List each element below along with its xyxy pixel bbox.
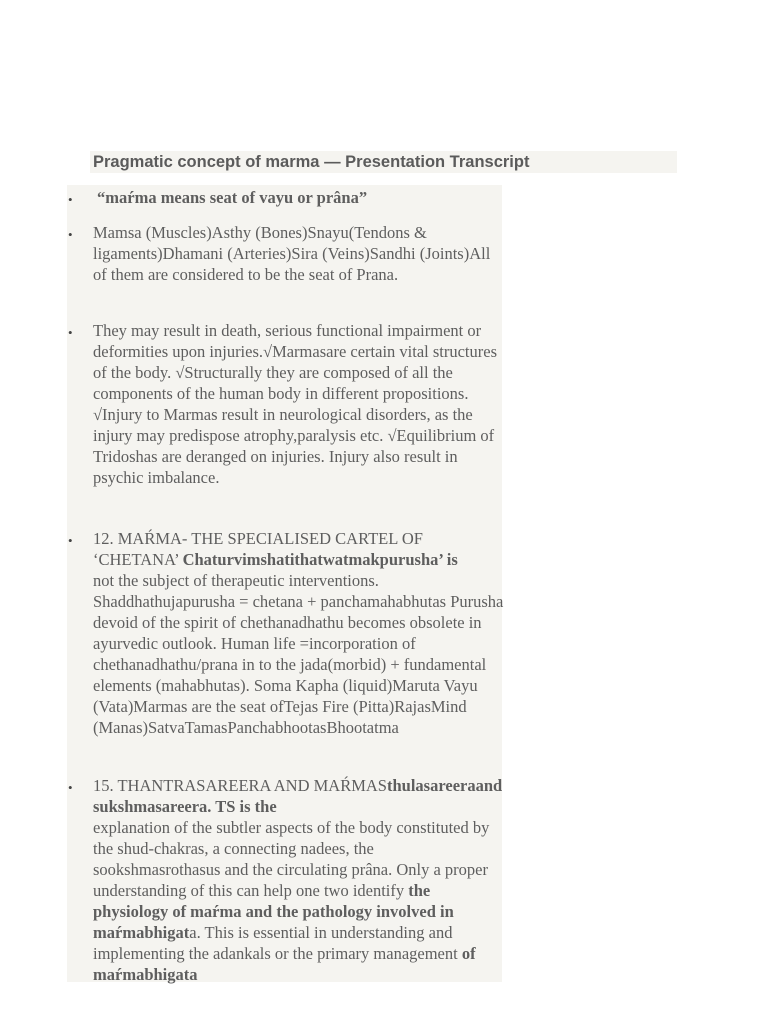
text-span-bold: the physiology of maŕma and the pathology involved in maŕmabhigat <box>93 881 454 942</box>
text-span-bold: Chaturvimshatithatwatmakpurusha’ is <box>182 550 458 569</box>
transcript-panel <box>67 185 502 982</box>
text-span: explanation of the subtler aspects of the body constituted by the shud-chakras, a connecting nadees, the sookshmasrothasus and the circulating prâna. Only a proper understanding of this can help one two identify <box>93 818 490 900</box>
bullet-icon: • <box>68 227 73 242</box>
text-span: 12. MAŔMA- THE SPECIALISED CARTEL OF ‘CHETANA’ <box>93 529 423 569</box>
text-span: not the subject of therapeutic interventions. <box>93 571 379 590</box>
text-span: Shaddhathujapurusha = chetana + panchamahabhutas <box>93 592 451 611</box>
bullet-icon: • <box>68 780 73 795</box>
bullet-icon: • <box>68 533 73 548</box>
text-span: 15. THANTRASAREERA AND MAŔMAS <box>93 776 387 795</box>
title-bar <box>90 151 677 173</box>
bullet-icon: • <box>68 325 73 340</box>
bullet-text <box>93 775 505 985</box>
bullet-text: “maŕma means seat of vayu or prâna” <box>97 188 368 207</box>
text-span: a. This is essential in understanding and implementing the adankals or the primary management <box>93 923 462 963</box>
text-span-bold: of maŕmabhigata <box>93 944 476 984</box>
page-title: Pragmatic concept of marma — Presentation Transcript <box>93 153 530 171</box>
bullet-text: They may result in death, serious functional impairment or deformities upon injuries.√Marmasare certain vital structures of the body. √Structurally they are composed of all the components of the human body in different propositions. √Injury to Marmas result in neurological disorders, as the injury may predispose atrophy,paralysis etc. √Equilibrium of Tridoshas are deranged on injuries. Injury also result in psychic imbalance. <box>93 321 498 487</box>
bullet-icon: • <box>68 192 73 207</box>
bullet-text <box>93 528 505 738</box>
bullet-text: Mamsa (Muscles)Asthy (Bones)Snayu(Tendons & ligaments)Dhamani (Arteries)Sira (Veins)Sandhi (Joints)All of them are considered to be the seat of Prana. <box>93 223 491 284</box>
text-span: Purusha devoid of the spirit of chethanadhathu becomes obsolete in ayurvedic outlook. Human life =incorporation of chethanadhathu/prana in to the jada(morbid) + fundamental elements (mahabhutas). Soma Kapha (liquid)Maruta Vayu (Vata)Marmas are the seat ofTejas Fire (Pitta)RajasMind (Manas)SatvaTamasPanchabhootasBhootatma <box>93 592 504 737</box>
text-span-bold: thulasareeraand sukshmasareera. TS is the <box>93 776 503 816</box>
